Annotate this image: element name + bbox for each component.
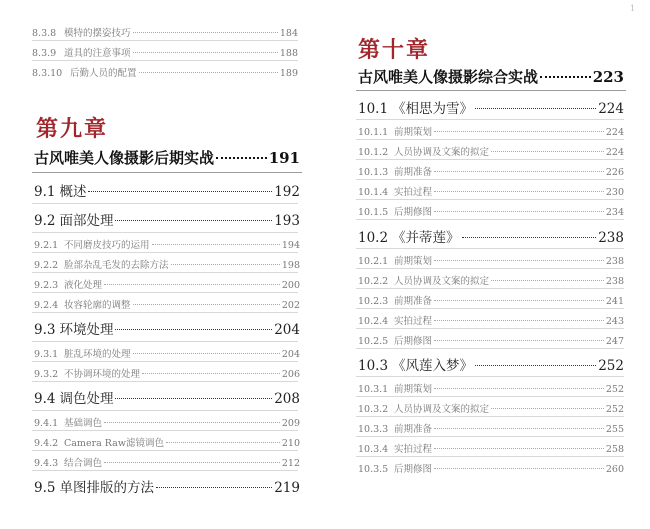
toc-section-title: 单图排版的方法	[59, 480, 154, 496]
toc-subentry-number: 9.4.1	[34, 418, 59, 429]
row-separator	[32, 410, 298, 411]
toc-subentry-title: 模特的摆姿技巧	[64, 28, 131, 39]
toc-section-title: 调色处理	[59, 391, 114, 407]
toc-subentry-title: 前期策划	[394, 127, 433, 138]
row-separator	[32, 203, 298, 204]
chapter-rule	[32, 172, 302, 173]
dot-leader	[475, 365, 596, 366]
dot-leader	[152, 244, 280, 245]
row-separator	[356, 376, 624, 377]
toc-subentry-number: 10.2.4	[358, 316, 389, 327]
toc-subentry-page: 224	[605, 127, 624, 138]
toc-subentry-page: 202	[281, 300, 300, 311]
toc-section-title: 环境处理	[59, 322, 114, 338]
toc-subentry-page: 194	[281, 240, 300, 251]
toc-subentry-page: 258	[605, 444, 624, 455]
row-separator	[356, 248, 624, 249]
toc-subentry-title: 后期修图	[394, 336, 433, 347]
row-separator	[356, 396, 624, 397]
toc-subentry[interactable]	[358, 184, 624, 198]
toc-section-number: 9.3	[34, 322, 56, 338]
toc-subentry-title: 实拍过程	[394, 316, 433, 327]
chapter-label: 第九章	[36, 116, 109, 142]
toc-subentry-page: 260	[605, 464, 624, 475]
toc-subentry-page: 247	[605, 336, 624, 347]
toc-subentry-number: 10.3.2	[358, 404, 389, 415]
toc-section-number: 10.2	[358, 230, 389, 246]
toc-subentry[interactable]	[358, 461, 624, 475]
toc-subentry-title: 基础调色	[64, 418, 103, 429]
toc-subentry-page: 224	[605, 147, 624, 158]
toc-section-page: 192	[274, 184, 300, 200]
toc-subentry-page: 206	[281, 369, 300, 380]
toc-subentry-number: 9.2.2	[34, 260, 59, 271]
toc-subentry-number: 9.2.3	[34, 280, 59, 291]
dot-leader	[104, 462, 280, 463]
row-separator	[32, 252, 298, 253]
toc-section-number: 10.1	[358, 101, 389, 117]
dot-leader	[166, 442, 280, 443]
toc-subentry[interactable]	[34, 415, 300, 429]
toc-subentry-title: 脸部杂乱毛发的去除方法	[64, 260, 169, 271]
toc-subentry-title: 前期策划	[394, 256, 433, 267]
corner-mark: 1	[630, 4, 636, 13]
toc-section-page: 252	[598, 358, 624, 374]
toc-subentry-title: 道具的注意事项	[64, 48, 131, 59]
toc-subentry-page: 243	[605, 316, 624, 327]
dot-leader	[540, 76, 591, 78]
dot-leader	[142, 373, 280, 374]
chapter-rule	[356, 90, 626, 91]
toc-section-title: 面部处理	[59, 213, 114, 229]
toc-subentry-title: 前期准备	[394, 296, 433, 307]
toc-subentry[interactable]	[358, 144, 624, 158]
toc-subentry-page: 188	[279, 48, 298, 59]
toc-subentry[interactable]	[358, 204, 624, 218]
toc-subentry-number: 10.1.1	[358, 127, 389, 138]
toc-subentry-number: 8.3.9	[32, 48, 57, 59]
dot-leader	[434, 468, 604, 469]
toc-subentry[interactable]	[34, 257, 300, 271]
toc-section-title: 《相思为雪》	[392, 101, 474, 117]
row-separator	[356, 159, 624, 160]
dot-leader	[88, 191, 272, 192]
toc-section-number: 9.2	[34, 213, 56, 229]
toc-subentry-title: 不协调环境的处理	[64, 369, 141, 380]
right-page	[325, 0, 650, 529]
toc-subentry[interactable]	[34, 435, 300, 449]
dot-leader	[216, 157, 267, 159]
dot-leader	[156, 487, 272, 488]
toc-subentry[interactable]	[32, 65, 298, 79]
toc-subentry-title: 后期修图	[394, 464, 433, 475]
toc-subentry-number: 9.2.1	[34, 240, 59, 251]
toc-section[interactable]	[34, 476, 300, 496]
toc-subentry-page: 198	[281, 260, 300, 271]
row-separator	[32, 470, 298, 471]
row-separator	[356, 199, 624, 200]
toc-subentry-page: 255	[605, 424, 624, 435]
row-separator	[356, 139, 624, 140]
toc-subentry[interactable]	[34, 237, 300, 251]
dot-leader	[434, 260, 604, 261]
dot-leader	[115, 220, 272, 221]
toc-section[interactable]	[34, 318, 300, 338]
toc-subentry[interactable]	[358, 124, 624, 138]
toc-subentry-number: 10.1.4	[358, 187, 389, 198]
toc-subentry[interactable]	[358, 401, 624, 415]
toc-section[interactable]	[358, 354, 624, 374]
toc-subentry-title: 前期准备	[394, 167, 433, 178]
toc-subentry-page: 200	[281, 280, 300, 291]
toc-subentry-page: 204	[281, 349, 300, 360]
row-separator	[32, 40, 298, 41]
toc-subentry-page: 212	[281, 458, 300, 469]
toc-section[interactable]	[34, 387, 300, 407]
toc-section-page: 224	[598, 101, 624, 117]
toc-subentry-title: 实拍过程	[394, 444, 433, 455]
toc-subentry-title: 前期准备	[394, 424, 433, 435]
toc-subentry[interactable]	[358, 293, 624, 307]
dot-leader	[434, 300, 604, 301]
row-separator	[32, 341, 298, 342]
row-separator	[32, 381, 298, 382]
toc-section[interactable]	[358, 97, 624, 117]
toc-subentry[interactable]	[358, 273, 624, 287]
toc-section[interactable]	[358, 226, 624, 246]
toc-subentry-number: 8.3.8	[32, 28, 57, 39]
toc-subentry-title: 后勤人员的配置	[70, 68, 137, 79]
toc-subentry-number: 10.2.2	[358, 276, 389, 287]
toc-section-page: 204	[274, 322, 300, 338]
toc-subentry-page: 238	[605, 276, 624, 287]
toc-subentry-title: 人员协调及文案的拟定	[394, 147, 490, 158]
dot-leader	[491, 151, 604, 152]
toc-subentry-number: 9.3.1	[34, 349, 59, 360]
toc-subentry-title: 液化处理	[64, 280, 103, 291]
toc-subentry[interactable]	[34, 455, 300, 469]
toc-section-title: 《风莲入梦》	[392, 358, 474, 374]
toc-subentry-number: 10.1.2	[358, 147, 389, 158]
toc-subentry[interactable]	[34, 297, 300, 311]
toc-subentry-title: 后期修图	[394, 207, 433, 218]
row-separator	[32, 292, 298, 293]
toc-subentry[interactable]	[358, 441, 624, 455]
toc-subentry-title: 脏乱环境的处理	[64, 349, 131, 360]
toc-section-page: 238	[598, 230, 624, 246]
toc-subentry-page: 209	[281, 418, 300, 429]
toc-subentry[interactable]	[34, 366, 300, 380]
row-separator	[356, 436, 624, 437]
toc-subentry[interactable]	[32, 45, 298, 59]
chapter-page: 223	[592, 68, 624, 86]
row-separator	[356, 179, 624, 180]
toc-subentry-title: 实拍过程	[394, 187, 433, 198]
toc-subentry-number: 10.3.1	[358, 384, 389, 395]
toc-section-page: 219	[274, 480, 300, 496]
dot-leader	[104, 422, 280, 423]
toc-section-title: 概述	[59, 184, 87, 200]
chapter-heading: 古风唯美人像摄影综合实战	[358, 68, 539, 86]
toc-subentry[interactable]	[34, 346, 300, 360]
toc-section-number: 9.4	[34, 391, 56, 407]
toc-subentry[interactable]	[358, 421, 624, 435]
dot-leader	[133, 353, 280, 354]
dot-leader	[434, 320, 604, 321]
toc-subentry-number: 10.1.3	[358, 167, 389, 178]
toc-subentry-number: 10.3.3	[358, 424, 389, 435]
toc-subentry-title: 不同磨皮技巧的运用	[64, 240, 150, 251]
toc-subentry-page: 230	[605, 187, 624, 198]
toc-subentry[interactable]	[358, 313, 624, 327]
row-separator	[356, 288, 624, 289]
dot-leader	[434, 340, 604, 341]
row-separator	[356, 119, 624, 120]
toc-section-number: 9.5	[34, 480, 56, 496]
toc-subentry[interactable]	[358, 333, 624, 347]
toc-subentry-page: 189	[279, 68, 298, 79]
toc-section-title: 《并蒂莲》	[392, 230, 460, 246]
toc-subentry-title: 妆容轮廓的调整	[64, 300, 131, 311]
toc-subentry[interactable]	[358, 164, 624, 178]
toc-section[interactable]	[34, 180, 300, 200]
toc-subentry[interactable]	[34, 277, 300, 291]
toc-subentry-number: 10.2.1	[358, 256, 389, 267]
row-separator	[32, 60, 298, 61]
dot-leader	[434, 428, 604, 429]
dot-leader	[491, 280, 604, 281]
chapter-page: 191	[268, 149, 300, 167]
toc-section-number: 10.3	[358, 358, 389, 374]
toc-subentry-title: 结合调色	[64, 458, 103, 469]
dot-leader	[133, 52, 278, 53]
row-separator	[356, 328, 624, 329]
row-separator	[32, 450, 298, 451]
toc-subentry-page: 234	[605, 207, 624, 218]
dot-leader	[475, 108, 596, 109]
dot-leader	[115, 329, 272, 330]
toc-subentry-number: 9.2.4	[34, 300, 59, 311]
toc-subentry-number: 10.2.5	[358, 336, 389, 347]
toc-subentry-page: 184	[279, 28, 298, 39]
row-separator	[32, 361, 298, 362]
toc-section-number: 9.1	[34, 184, 56, 200]
toc-subentry-number: 10.2.3	[358, 296, 389, 307]
row-separator	[32, 430, 298, 431]
toc-subentry[interactable]	[358, 381, 624, 395]
toc-subentry-page: 226	[605, 167, 624, 178]
dot-leader	[434, 131, 604, 132]
toc-section-page: 193	[274, 213, 300, 229]
row-separator	[32, 272, 298, 273]
dot-leader	[171, 264, 280, 265]
toc-subentry-number: 10.3.5	[358, 464, 389, 475]
chapter-label: 第十章	[358, 37, 431, 63]
dot-leader	[491, 408, 604, 409]
toc-subentry-number: 9.3.2	[34, 369, 59, 380]
toc-subentry-title: 人员协调及文案的拟定	[394, 404, 490, 415]
toc-subentry-number: 9.4.2	[34, 438, 59, 449]
dot-leader	[133, 304, 280, 305]
toc-section-page: 208	[274, 391, 300, 407]
row-separator	[356, 308, 624, 309]
dot-leader	[434, 211, 604, 212]
toc-subentry-title: Camera Raw滤镜调色	[64, 438, 164, 449]
toc-subentry-number: 10.1.5	[358, 207, 389, 218]
row-separator	[356, 456, 624, 457]
dot-leader	[104, 284, 280, 285]
dot-leader	[139, 72, 278, 73]
dot-leader	[434, 171, 604, 172]
toc-subentry-title: 人员协调及文案的拟定	[394, 276, 490, 287]
toc-subentry[interactable]	[32, 25, 298, 39]
chapter-heading-entry[interactable]	[358, 66, 624, 88]
row-separator	[356, 268, 624, 269]
row-separator	[356, 219, 624, 220]
dot-leader	[133, 32, 278, 33]
dot-leader	[434, 448, 604, 449]
row-separator	[356, 348, 624, 349]
row-separator	[356, 416, 624, 417]
chapter-heading-entry[interactable]	[34, 147, 300, 169]
toc-subentry-page: 210	[281, 438, 300, 449]
row-separator	[32, 232, 298, 233]
toc-subentry-number: 10.3.4	[358, 444, 389, 455]
toc-subentry-title: 前期策划	[394, 384, 433, 395]
toc-subentry-page: 238	[605, 256, 624, 267]
toc-subentry[interactable]	[358, 253, 624, 267]
toc-section[interactable]	[34, 209, 300, 229]
chapter-heading: 古风唯美人像摄影后期实战	[34, 149, 215, 167]
toc-subentry-number: 8.3.10	[32, 68, 63, 79]
toc-subentry-page: 252	[605, 384, 624, 395]
dot-leader	[434, 388, 604, 389]
toc-subentry-page: 241	[605, 296, 624, 307]
toc-subentry-number: 9.4.3	[34, 458, 59, 469]
dot-leader	[434, 191, 604, 192]
toc-subentry-page: 252	[605, 404, 624, 415]
dot-leader	[115, 398, 272, 399]
row-separator	[32, 312, 298, 313]
dot-leader	[462, 237, 597, 238]
